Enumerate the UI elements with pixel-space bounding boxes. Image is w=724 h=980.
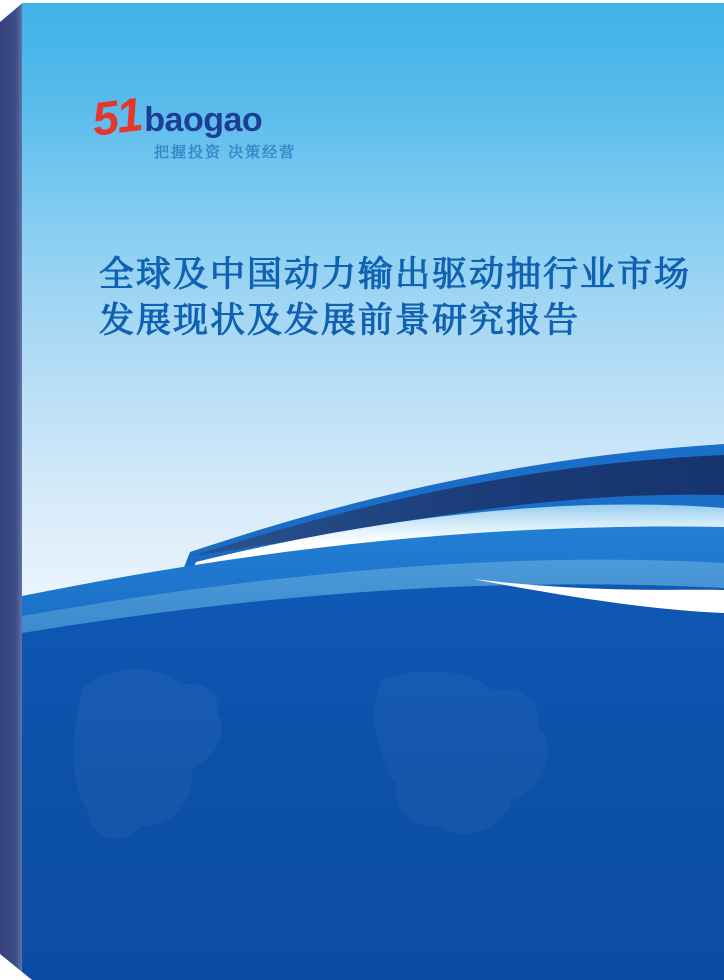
brand-logo-name: baogao — [144, 101, 263, 139]
top-edge-strip — [0, 0, 724, 3]
report-title — [99, 252, 699, 344]
report-title-line-1: 全球及中国动力输出驱动抽行业市场 — [99, 255, 692, 294]
brand-logo-mark: 51 — [89, 87, 144, 146]
report-title-line-2: 发展现状及发展前景研究报告 — [99, 301, 581, 340]
brand-logo — [89, 87, 297, 162]
brand-tagline: 把握投资 决策经营 — [154, 144, 297, 161]
wave-graphic — [22, 430, 724, 980]
brand-logo-wordmark — [89, 87, 296, 146]
left-accent-stripe — [0, 0, 22, 980]
